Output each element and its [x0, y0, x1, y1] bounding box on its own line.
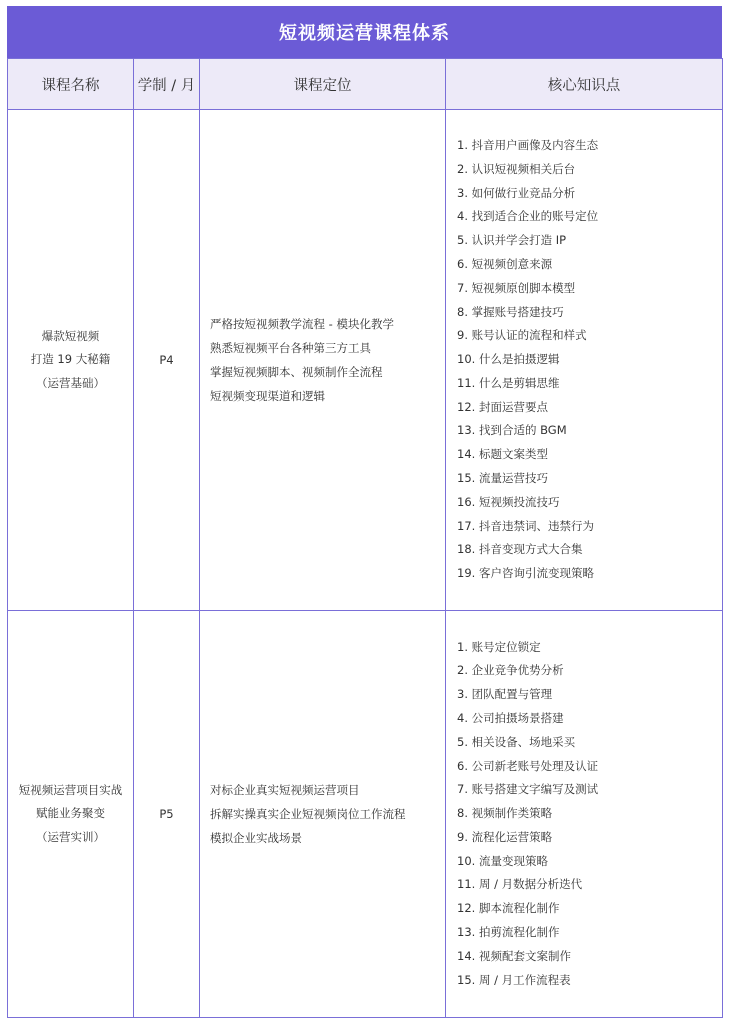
course-name-cell [8, 110, 134, 611]
header-knowledge: 核心知识点 [446, 59, 723, 110]
knowledge-cell-line: 17. 抖音违禁词、违禁行为 [457, 518, 594, 533]
header-course-name: 课程名称 [8, 59, 134, 110]
course-name-cell-line: （运营实训） [36, 829, 105, 844]
knowledge-cell-line: 8. 掌握账号搭建技巧 [457, 304, 564, 319]
positioning-cell [200, 110, 446, 611]
table-row [8, 110, 723, 611]
knowledge-cell-line: 6. 公司新老账号处理及认证 [457, 758, 599, 773]
knowledge-cell-line: 4. 公司拍摄场景搭建 [457, 710, 564, 725]
knowledge-cell-line: 18. 抖音变现方式大合集 [457, 542, 583, 557]
table-row [8, 611, 723, 1018]
knowledge-cell-line: 3. 如何做行业竞品分析 [457, 185, 576, 200]
knowledge-cell-line: 15. 周 / 月工作流程表 [457, 972, 571, 987]
knowledge-cell-line: 2. 企业竞争优势分析 [457, 663, 564, 678]
knowledge-cell-line: 14. 视频配套文案制作 [457, 948, 571, 963]
positioning-cell-line: 模拟企业实战场景 [210, 831, 302, 845]
positioning-cell-line: 拆解实操真实企业短视频岗位工作流程 [210, 807, 406, 821]
course-name-cell-line: 打造 19 大秘籍 [30, 352, 111, 367]
course-name-cell [8, 611, 134, 1018]
knowledge-cell-line: 5. 相关设备、场地采买 [457, 734, 576, 749]
knowledge-cell-line: 7. 短视频原创脚本模型 [457, 280, 576, 295]
knowledge-cell [446, 611, 723, 1018]
knowledge-cell-line: 11. 周 / 月数据分析迭代 [457, 877, 583, 892]
knowledge-cell-line: 12. 封面运营要点 [457, 399, 548, 414]
knowledge-cell-line: 1. 账号定位锁定 [457, 639, 541, 654]
knowledge-cell-line: 10. 流量变现策略 [457, 853, 548, 868]
positioning-cell [200, 611, 446, 1018]
header-row [8, 59, 723, 110]
knowledge-cell [446, 110, 723, 611]
knowledge-cell-line: 13. 拍剪流程化制作 [457, 925, 560, 940]
header-term: 学制 / 月 [134, 59, 200, 110]
term-cell: P4 [134, 110, 200, 611]
knowledge-cell-line: 16. 短视频投流技巧 [457, 494, 560, 509]
term-cell: P5 [134, 611, 200, 1018]
positioning-cell-line: 掌握短视频脚本、视频制作全流程 [210, 365, 383, 379]
knowledge-cell-line: 3. 团队配置与管理 [457, 687, 553, 702]
knowledge-cell-line: 9. 流程化运营策略 [457, 829, 553, 844]
knowledge-cell-line: 4. 找到适合企业的账号定位 [457, 209, 599, 224]
knowledge-cell-line: 7. 账号搭建文字编写及测试 [457, 782, 599, 797]
knowledge-cell-line: 13. 找到合适的 BGM [457, 423, 567, 438]
course-name-cell-line: 爆款短视频 [41, 328, 100, 343]
knowledge-cell-line: 12. 脚本流程化制作 [457, 901, 560, 916]
knowledge-cell-line: 6. 短视频创意来源 [457, 256, 553, 271]
positioning-cell-line: 熟悉短视频平台各种第三方工具 [210, 341, 371, 355]
course-name-cell-line: 短视频运营项目实战 [18, 782, 123, 797]
course-name-cell-line: （运营基础） [36, 375, 105, 390]
positioning-cell-line: 对标企业真实短视频运营项目 [210, 783, 360, 797]
knowledge-cell-line: 15. 流量运营技巧 [457, 471, 548, 486]
knowledge-cell-line: 11. 什么是剪辑思维 [457, 375, 560, 390]
knowledge-cell-line: 14. 标题文案类型 [457, 447, 548, 462]
knowledge-cell-line: 5. 认识并学会打造 IP [457, 233, 567, 248]
header-positioning: 课程定位 [200, 59, 446, 110]
knowledge-cell-line: 19. 客户咨询引流变现策略 [457, 566, 594, 581]
knowledge-cell-line: 2. 认识短视频相关后台 [457, 161, 576, 176]
positioning-cell-line: 短视频变现渠道和逻辑 [210, 389, 325, 403]
knowledge-cell-line: 10. 什么是拍摄逻辑 [457, 352, 560, 367]
positioning-cell-line: 严格按短视频教学流程 - 模块化教学 [210, 317, 394, 331]
course-table [7, 58, 723, 1018]
course-table-container [7, 6, 722, 1018]
knowledge-cell-line: 9. 账号认证的流程和样式 [457, 328, 587, 343]
knowledge-cell-line: 8. 视频制作类策略 [457, 806, 553, 821]
table-title: 短视频运营课程体系 [7, 6, 722, 58]
knowledge-cell-line: 1. 抖音用户画像及内容生态 [457, 137, 599, 152]
course-name-cell-line: 赋能业务聚变 [36, 806, 105, 821]
